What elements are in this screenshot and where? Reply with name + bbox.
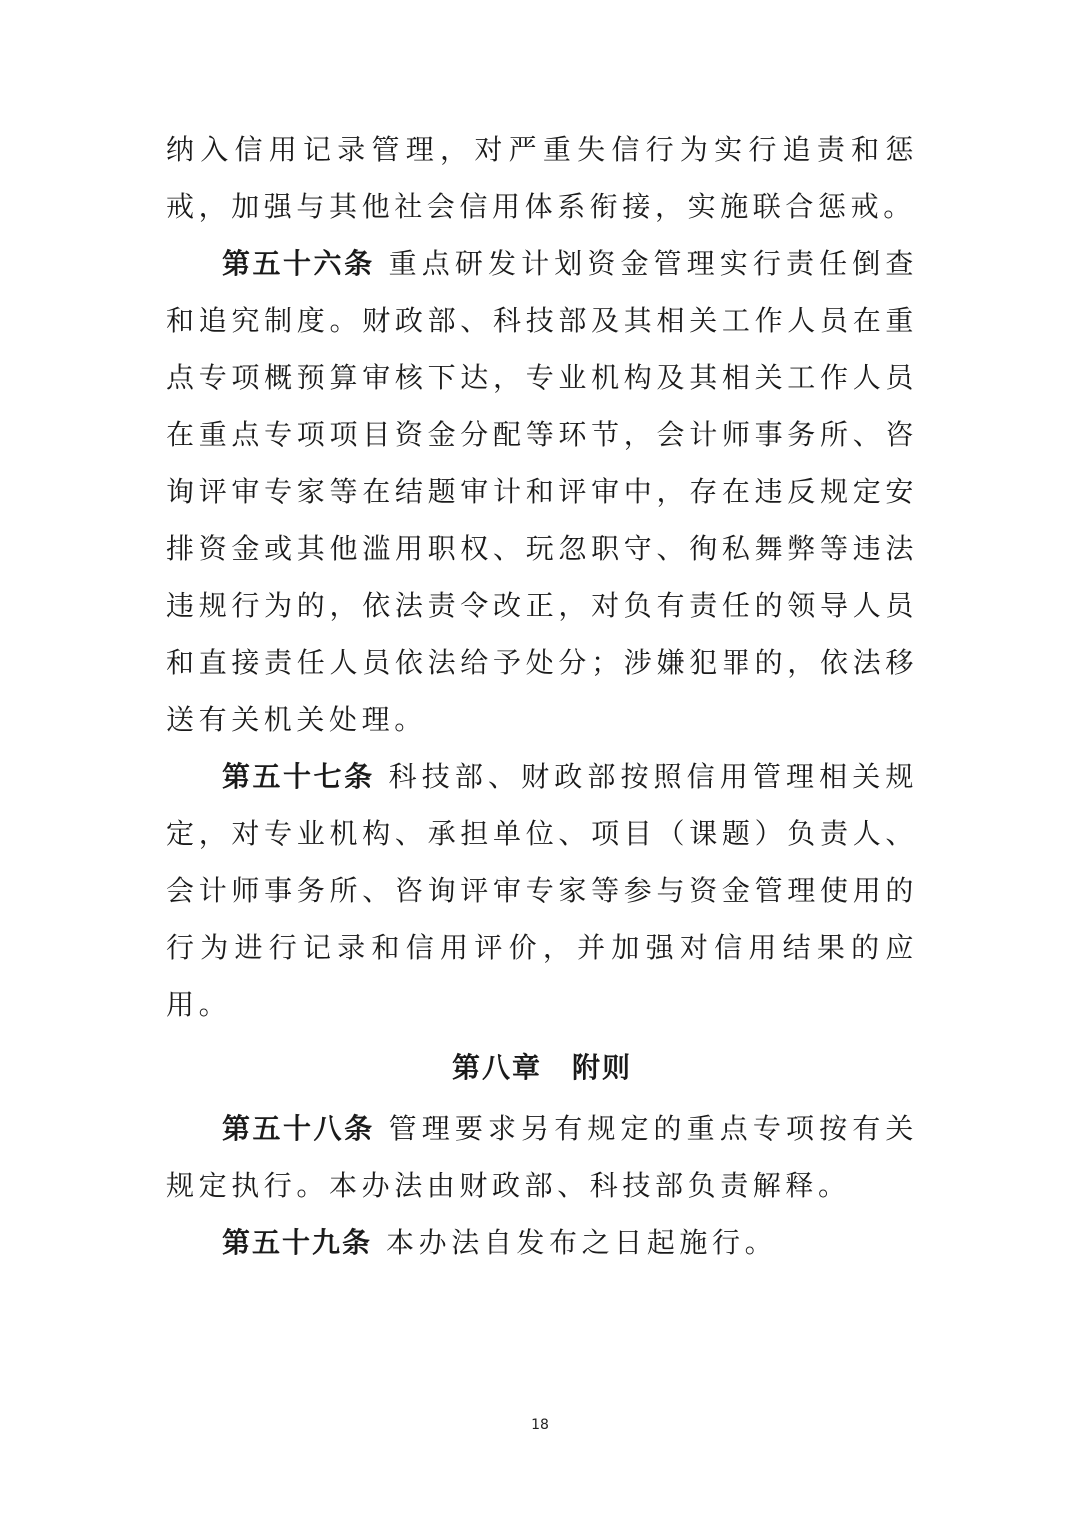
paragraph-text: 本办法自发布之日起施行。 — [386, 1226, 778, 1259]
document-body — [166, 121, 918, 1271]
paragraph-text: 科技部、财政部按照信用管理相关规定，对专业机构、承担单位、项目（课题）负责人、会计师事务所、咨询评审专家等参与资金管理使用的行为进行记录和信用评价，并加强对信用结果的应用。 — [166, 760, 918, 1021]
article-59 — [166, 1214, 918, 1271]
article-56 — [166, 235, 918, 748]
paragraph-text: 重点研发计划资金管理实行责任倒查和追究制度。财政部、科技部及其相关工作人员在重点专项概预算审核下达，专业机构及其相关工作人员在重点专项项目资金分配等环节，会计师事务所、咨询评审专家等在结题审计和评审中，存在违反规定安排资金或其他滥用职权、玩忽职守、徇私舞弊等违法违规行为的，依法责令改正，对负有责任的领导人员和直接责任人员依法给予处分；涉嫌犯罪的，依法移送有关机关处理。 — [166, 247, 918, 736]
article-58 — [166, 1100, 918, 1214]
page-number: 18 — [531, 1417, 549, 1433]
article-number: 第五十六条 — [222, 247, 375, 280]
paragraph-text: 管理要求另有规定的重点专项按有关规定执行。本办法由财政部、科技部负责解释。 — [166, 1112, 918, 1202]
chapter-title: 附则 — [572, 1051, 633, 1084]
article-57 — [166, 748, 918, 1033]
article-number: 第五十九条 — [222, 1226, 373, 1259]
chapter-number: 第八章 — [451, 1051, 542, 1084]
paragraph-text: 纳入信用记录管理，对严重失信行为实行追责和惩戒，加强与其他社会信用体系衔接，实施联合惩戒。 — [166, 133, 918, 223]
article-number: 第五十八条 — [222, 1112, 375, 1145]
chapter-heading — [166, 1033, 918, 1100]
article-number: 第五十七条 — [222, 760, 375, 793]
paragraph-continuation — [166, 121, 918, 235]
